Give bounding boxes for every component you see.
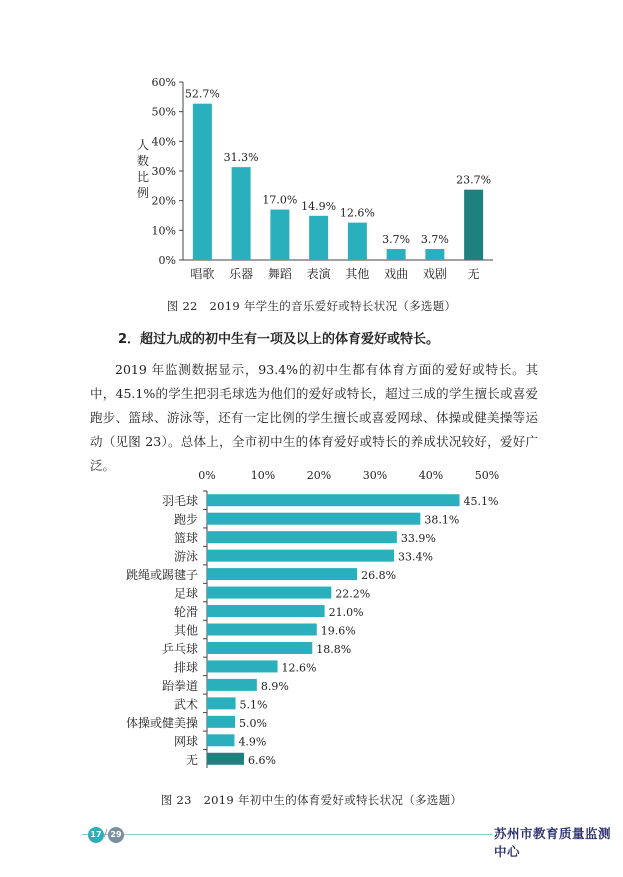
bar <box>207 568 357 580</box>
bar <box>207 679 257 691</box>
bar <box>270 210 289 260</box>
y-tick-label: 武术 <box>173 697 198 712</box>
page-separator: / <box>104 828 108 839</box>
x-tick-label: 20% <box>306 469 332 482</box>
x-tick-label: 其他 <box>345 267 370 281</box>
data-label: 3.7% <box>420 233 449 247</box>
data-label: 12.6% <box>339 206 375 220</box>
bar <box>464 190 483 260</box>
y-tick-label: 20% <box>151 194 176 208</box>
body-paragraph: 2019 年监测数据显示，93.4%的初中生都有体育方面的爱好或特长。其中，45.1%的学生把羽毛球选为他们的爱好或特长，超过三成的学生擅长或喜爱跑步、篮球、游泳等，还有一定比例的学生擅长或喜爱网球、体操或健美操等运动（见图 23）。总体上，全市初中生的体育爱好或特长的养成状况较好，爱好广泛。 <box>90 362 538 473</box>
current-page-badge: 17 <box>88 827 104 843</box>
bar <box>387 249 406 260</box>
bar <box>309 216 328 260</box>
y-axis-label: 人 <box>136 138 150 152</box>
data-label: 14.9% <box>301 199 337 213</box>
bar <box>207 624 317 636</box>
data-label: 5.0% <box>239 716 267 730</box>
y-tick-label: 跑步 <box>173 512 198 527</box>
bar <box>348 223 367 260</box>
y-tick-label: 无 <box>185 752 198 767</box>
x-tick-label: 表演 <box>306 267 331 281</box>
x-tick-label: 唱歌 <box>190 267 215 281</box>
y-tick-label: 跆拳道 <box>161 678 198 693</box>
x-tick-label: 0% <box>198 469 216 482</box>
data-label: 45.1% <box>463 495 499 509</box>
bar <box>207 531 397 543</box>
y-tick-label: 网球 <box>173 734 198 749</box>
data-label: 8.9% <box>260 679 289 693</box>
data-label: 22.2% <box>335 587 371 601</box>
figure-23-caption: 图 23 2019 年初中生的体育爱好或特长状况（多选题） <box>160 793 463 807</box>
data-label: 4.9% <box>238 735 267 749</box>
data-label: 19.6% <box>320 624 356 638</box>
footer-rule <box>82 834 492 835</box>
data-label: 21.0% <box>328 606 364 620</box>
bar <box>207 587 331 599</box>
data-label: 12.6% <box>281 661 317 675</box>
bar <box>207 697 236 709</box>
data-label: 3.7% <box>382 233 411 247</box>
y-tick-label: 羽毛球 <box>161 494 198 509</box>
bar <box>207 550 394 562</box>
x-tick-label: 舞蹈 <box>267 267 292 281</box>
y-tick-label: 足球 <box>173 586 198 601</box>
x-tick-label: 戏曲 <box>384 267 409 281</box>
y-tick-label: 排球 <box>173 660 198 675</box>
y-axis-label: 例 <box>136 186 150 200</box>
data-label: 33.9% <box>400 532 436 546</box>
y-axis-label: 数 <box>136 154 150 168</box>
data-label: 26.8% <box>361 569 397 583</box>
y-tick-label: 40% <box>151 135 176 149</box>
bar <box>207 605 325 617</box>
section-heading: 2．超过九成的初中生有一项及以上的体育爱好或特长。 <box>118 332 440 347</box>
y-tick-label: 10% <box>151 224 176 238</box>
data-label: 17.0% <box>262 193 298 207</box>
total-pages-badge: 29 <box>108 827 124 843</box>
bar <box>193 104 212 260</box>
x-tick-label: 戏剧 <box>422 267 447 281</box>
data-label: 5.1% <box>239 698 268 712</box>
y-tick-label: 游泳 <box>173 549 198 564</box>
bar <box>207 642 312 654</box>
y-tick-label: 轮滑 <box>173 605 198 620</box>
bar <box>425 249 444 260</box>
data-label: 38.1% <box>424 513 460 527</box>
x-tick-label: 50% <box>474 469 500 482</box>
data-label: 33.4% <box>398 550 433 564</box>
data-label: 31.3% <box>223 151 259 165</box>
y-tick-label: 其他 <box>173 623 198 638</box>
bar <box>207 734 234 746</box>
bar <box>207 494 460 506</box>
x-tick-label: 10% <box>250 469 276 482</box>
y-tick-label: 0% <box>158 254 176 267</box>
data-label: 52.7% <box>184 87 220 101</box>
y-tick-label: 60% <box>151 76 176 89</box>
sports-hobby-bar-chart <box>0 458 623 788</box>
x-tick-label: 乐器 <box>229 267 254 281</box>
bar <box>207 753 244 765</box>
data-label: 23.7% <box>456 173 492 187</box>
data-label: 6.6% <box>247 753 276 767</box>
bar <box>207 513 420 525</box>
y-tick-label: 50% <box>151 105 176 119</box>
y-tick-label: 体操或健美操 <box>125 715 198 730</box>
x-tick-label: 40% <box>418 469 444 482</box>
organization-name: 苏州市教育质量监测中心 <box>494 826 612 859</box>
y-axis-label: 比 <box>136 170 150 184</box>
y-tick-label: 跳绳或踢毽子 <box>125 568 198 583</box>
y-tick-label: 30% <box>151 165 176 178</box>
bar <box>232 167 251 260</box>
data-label: 18.8% <box>316 642 352 656</box>
bar <box>207 716 235 728</box>
y-tick-label: 乒乓球 <box>161 641 198 656</box>
bar <box>207 660 278 672</box>
music-hobby-bar-chart <box>0 0 623 290</box>
x-tick-label: 30% <box>362 469 388 482</box>
figure-22-caption: 图 22 2019 年学生的音乐爱好或特长状况（多选题） <box>166 299 457 313</box>
x-tick-label: 无 <box>467 267 480 281</box>
y-tick-label: 篮球 <box>173 531 198 546</box>
